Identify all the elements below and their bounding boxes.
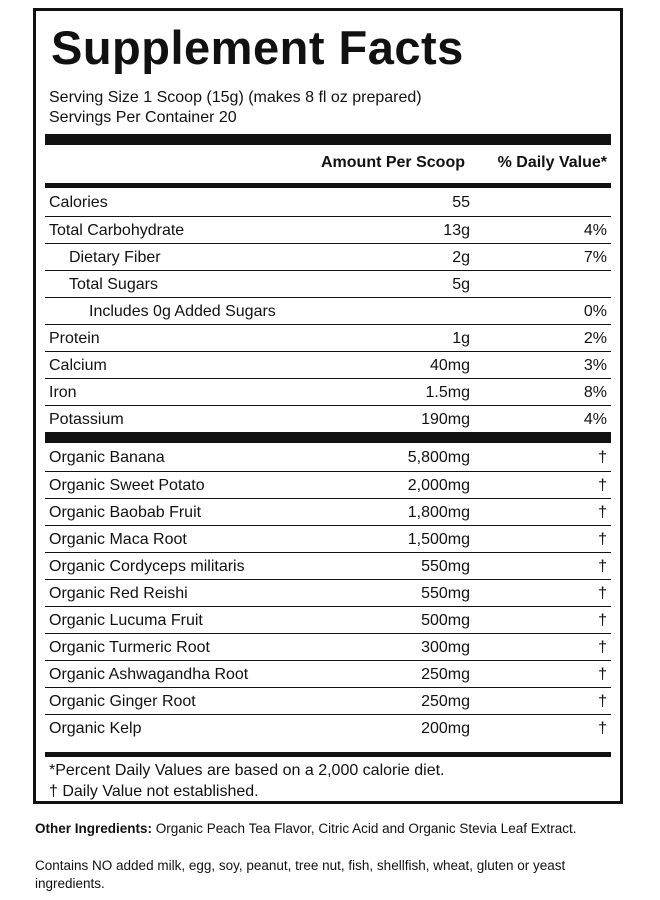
row-daily-value: 8%: [583, 384, 607, 401]
other-ingredients: [35, 820, 625, 838]
row-daily-value: †: [598, 504, 607, 521]
row-name: Organic Kelp: [49, 720, 142, 737]
footnote-dagger: † Daily Value not established.: [49, 783, 259, 800]
serving-size: Serving Size 1 Scoop (15g) (makes 8 fl oz prepared): [49, 89, 422, 106]
row-daily-value: †: [598, 693, 607, 710]
ingredient-row: [45, 525, 611, 553]
row-daily-value: 7%: [583, 249, 607, 266]
footnote-daily-values: *Percent Daily Values are based on a 2,000 calorie diet.: [49, 762, 445, 779]
row-daily-value: 3%: [583, 357, 607, 374]
row-amount: 1g: [452, 330, 470, 347]
row-daily-value: 4%: [583, 411, 607, 428]
row-daily-value: 4%: [583, 222, 607, 239]
row-daily-value: †: [598, 585, 607, 602]
row-daily-value: †: [598, 531, 607, 548]
row-name: Organic Red Reishi: [49, 585, 188, 602]
row-daily-value: †: [598, 639, 607, 656]
row-name: Organic Maca Root: [49, 531, 187, 548]
row-name: Calcium: [49, 357, 107, 374]
header-divider: [45, 183, 611, 188]
nutrient-row: [45, 189, 611, 216]
row-name: Includes 0g Added Sugars: [89, 303, 276, 320]
row-name: Total Carbohydrate: [49, 222, 185, 239]
row-name: Iron: [49, 384, 77, 401]
ingredient-row: [45, 552, 611, 580]
row-name: Organic Turmeric Root: [49, 639, 210, 656]
row-amount: 1,500mg: [407, 531, 470, 548]
row-name: Organic Cordyceps militaris: [49, 558, 245, 575]
row-amount: 250mg: [421, 666, 470, 683]
row-amount: 190mg: [421, 411, 470, 428]
nutrient-row: [45, 378, 611, 406]
header-amount: Amount Per Scoop: [320, 154, 465, 171]
panel-title: Supplement Facts: [51, 21, 464, 74]
row-amount: 550mg: [421, 558, 470, 575]
nutrient-row: [45, 270, 611, 298]
row-name: Organic Ashwagandha Root: [49, 666, 249, 683]
ingredient-row: [45, 660, 611, 688]
row-amount: 250mg: [421, 693, 470, 710]
ingredient-row: [45, 471, 611, 499]
ingredient-row: [45, 606, 611, 634]
row-amount: 55: [452, 194, 470, 211]
ingredient-row: [45, 687, 611, 715]
row-name: Total Sugars: [69, 276, 158, 293]
row-daily-value: 0%: [583, 303, 607, 320]
row-name: Potassium: [49, 411, 124, 428]
row-amount: 2,000mg: [407, 477, 470, 494]
row-name: Organic Lucuma Fruit: [49, 612, 203, 629]
row-name: Protein: [49, 330, 100, 347]
row-daily-value: †: [598, 612, 607, 629]
row-name: Organic Sweet Potato: [49, 477, 205, 494]
nutrient-row: [45, 297, 611, 325]
other-ingredients-text: Organic Peach Tea Flavor, Citric Acid and Organic Stevia Leaf Extract.: [152, 821, 577, 836]
row-name: Organic Banana: [49, 449, 165, 466]
row-amount: 13g: [443, 222, 470, 239]
allergen-statement: Contains NO added milk, egg, soy, peanut, tree nut, fish, shellfish, wheat, gluten or yeast ingredients.: [35, 858, 566, 891]
nutrient-row: [45, 405, 611, 433]
row-name: Organic Baobab Fruit: [49, 504, 202, 521]
row-amount: 550mg: [421, 585, 470, 602]
row-daily-value: †: [598, 666, 607, 683]
row-amount: 5,800mg: [407, 449, 470, 466]
row-amount: 2g: [452, 249, 470, 266]
row-daily-value: †: [598, 558, 607, 575]
row-daily-value: †: [598, 720, 607, 737]
nutrient-row: [45, 216, 611, 244]
row-amount: 300mg: [421, 639, 470, 656]
row-amount: 1,800mg: [407, 504, 470, 521]
ingredient-row: [45, 579, 611, 607]
row-amount: 200mg: [421, 720, 470, 737]
row-name: Calories: [49, 194, 108, 211]
ingredient-row: [45, 633, 611, 661]
ingredient-row: [45, 714, 611, 742]
supplement-facts-panel: [33, 8, 623, 804]
thick-divider-middle: [45, 432, 611, 443]
thick-divider-bottom: [45, 752, 611, 757]
servings-per-container: Servings Per Container 20: [49, 109, 237, 126]
nutrient-row: [45, 243, 611, 271]
row-amount: 40mg: [429, 357, 470, 374]
header-daily-value: % Daily Value*: [497, 154, 607, 171]
row-daily-value: 2%: [583, 330, 607, 347]
thick-divider-top: [45, 134, 611, 145]
row-name: Organic Ginger Root: [49, 693, 196, 710]
ingredient-row: [45, 498, 611, 526]
ingredient-row: [45, 444, 611, 471]
row-amount: 500mg: [421, 612, 470, 629]
nutrient-row: [45, 324, 611, 352]
row-name: Dietary Fiber: [69, 249, 161, 266]
other-ingredients-heading: Other Ingredients:: [35, 821, 153, 836]
row-daily-value: †: [598, 477, 607, 494]
row-amount: 5g: [452, 276, 470, 293]
nutrient-row: [45, 351, 611, 379]
row-daily-value: †: [598, 449, 607, 466]
row-amount: 1.5mg: [425, 384, 470, 401]
